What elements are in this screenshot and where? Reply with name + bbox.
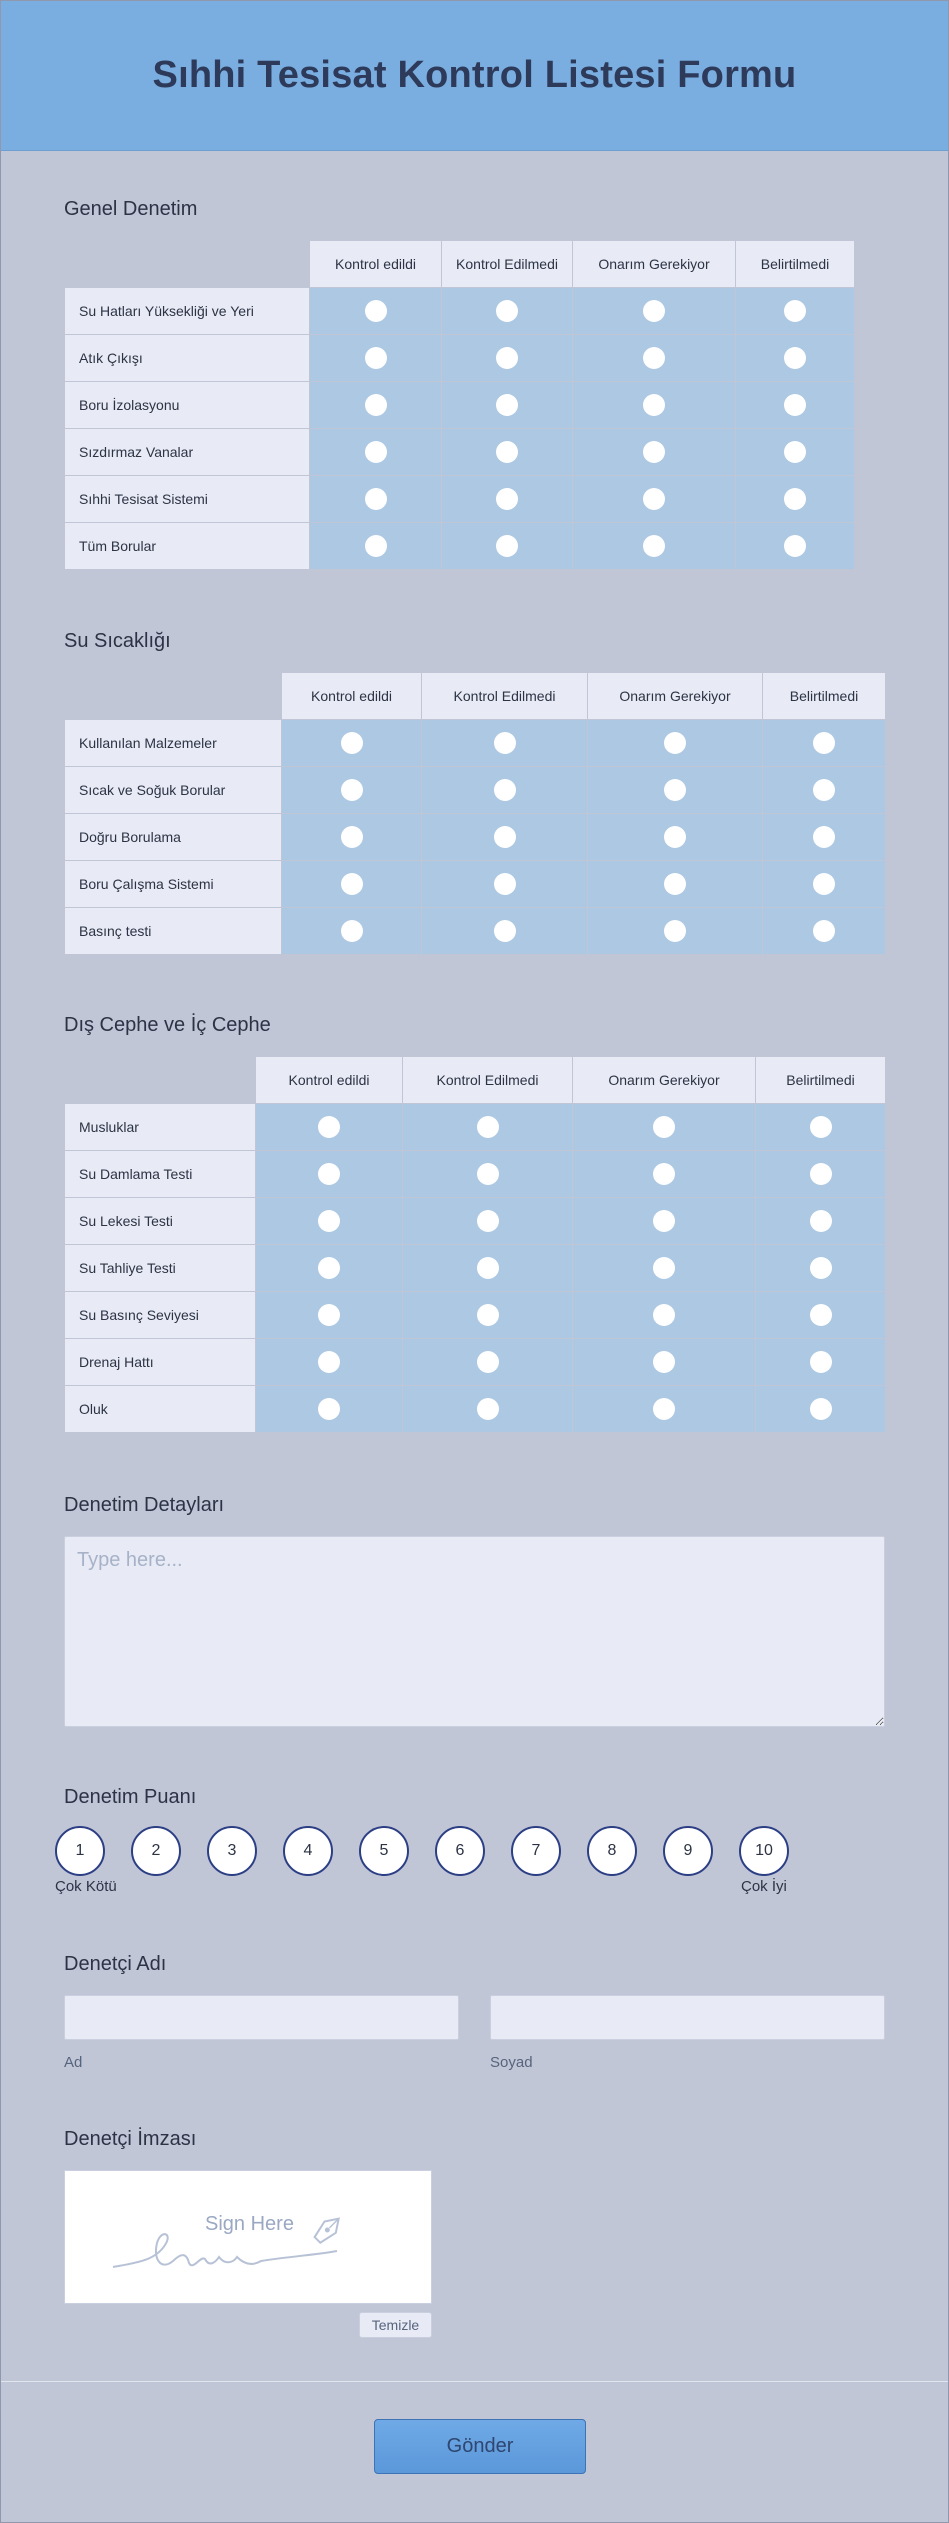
radio-cell [256,1339,403,1386]
radio-button[interactable] [810,1257,832,1279]
radio-cell [573,1386,756,1433]
column-header: Kontrol edildi [310,241,442,288]
row-label: Doğru Borulama [65,814,282,861]
radio-cell [756,1245,886,1292]
matrix-row [65,720,886,767]
radio-button[interactable] [318,1304,340,1326]
column-header: Onarım Gerekiyor [588,673,763,720]
row-label: Sızdırmaz Vanalar [65,429,310,476]
radio-cell [256,1292,403,1339]
radio-cell [256,1386,403,1433]
radio-button[interactable] [653,1116,675,1138]
row-label: Tüm Borular [65,523,310,570]
column-header: Onarım Gerekiyor [573,1057,756,1104]
last-name-label: Soyad [490,2054,533,2071]
matrix-row [65,908,886,955]
last-name-input[interactable] [490,1995,885,2040]
radio-cell [282,767,422,814]
radio-button[interactable] [653,1163,675,1185]
matrix-row [65,476,855,523]
matrix-row [65,382,855,429]
inspector-section [64,1953,885,1976]
radio-button[interactable] [784,441,806,463]
matrix-su-sicakligi [64,672,886,955]
matrix-corner [65,1057,256,1104]
radio-button[interactable] [813,732,835,754]
radio-button[interactable] [664,826,686,848]
column-header: Kontrol Edilmedi [442,241,573,288]
matrix-row [65,1198,886,1245]
radio-button[interactable] [810,1116,832,1138]
radio-cell [573,335,736,382]
radio-button[interactable] [784,535,806,557]
row-label: Su Basınç Seviyesi [65,1292,256,1339]
matrix-row [65,1104,886,1151]
radio-cell [403,1104,573,1151]
radio-cell [573,1151,756,1198]
radio-button[interactable] [477,1210,499,1232]
radio-cell [422,720,588,767]
radio-cell [422,908,588,955]
radio-cell [573,1198,756,1245]
radio-cell [282,861,422,908]
radio-button[interactable] [496,347,518,369]
rating-low-label: Çok Kötü [55,1878,117,1895]
matrix-genel-denetim [64,240,855,570]
radio-button[interactable] [643,535,665,557]
radio-cell [588,908,763,955]
matrix-row [65,1339,886,1386]
radio-cell [310,523,442,570]
row-label: Sıcak ve Soğuk Borular [65,767,282,814]
matrix-row [65,429,855,476]
radio-cell [736,429,855,476]
radio-button[interactable] [784,347,806,369]
radio-cell [573,382,736,429]
column-header: Belirtilmedi [763,673,886,720]
radio-button[interactable] [643,441,665,463]
radio-cell [588,767,763,814]
form-title: Sıhhi Tesisat Kontrol Listesi Formu [152,53,797,96]
radio-cell [256,1151,403,1198]
radio-button[interactable] [365,300,387,322]
radio-button[interactable] [477,1257,499,1279]
matrix-row [65,335,855,382]
rating-option[interactable]: 8 [587,1826,637,1876]
matrix-row [65,1245,886,1292]
section-su-sicakligi [64,630,885,653]
radio-cell [756,1104,886,1151]
matrix-row [65,1292,886,1339]
matrix-dis-cephe [64,1056,886,1433]
signature-section [64,2128,885,2151]
rating-option[interactable]: 2 [131,1826,181,1876]
row-label: Musluklar [65,1104,256,1151]
radio-cell [442,523,573,570]
radio-cell [756,1386,886,1433]
radio-button[interactable] [365,488,387,510]
matrix-row [65,1386,886,1433]
radio-button[interactable] [810,1304,832,1326]
pen-icon [312,2213,345,2246]
submit-button[interactable]: Gönder [374,2419,586,2474]
radio-button[interactable] [810,1210,832,1232]
radio-cell [573,288,736,335]
radio-button[interactable] [477,1398,499,1420]
rating-section [64,1786,885,1809]
section-title: Denetim Detayları [64,1494,225,1516]
radio-cell [756,1292,886,1339]
radio-cell [588,861,763,908]
row-label: Oluk [65,1386,256,1433]
radio-button[interactable] [653,1304,675,1326]
matrix-row [65,861,886,908]
radio-button[interactable] [318,1398,340,1420]
matrix-row [65,767,886,814]
signature-pad[interactable] [64,2170,432,2304]
matrix-row [65,288,855,335]
column-header: Kontrol edildi [256,1057,403,1104]
radio-button[interactable] [365,347,387,369]
radio-cell [310,288,442,335]
radio-cell [310,429,442,476]
first-name-input[interactable] [64,1995,459,2040]
radio-cell [736,382,855,429]
column-header: Onarım Gerekiyor [573,241,736,288]
row-label: Boru İzolasyonu [65,382,310,429]
rating-high-label: Çok İyi [741,1878,787,1895]
radio-cell [403,1198,573,1245]
radio-cell [442,429,573,476]
radio-button[interactable] [477,1351,499,1373]
radio-cell [403,1386,573,1433]
matrix-row [65,1151,886,1198]
radio-cell [756,1339,886,1386]
radio-button[interactable] [341,920,363,942]
radio-cell [763,861,886,908]
radio-button[interactable] [341,732,363,754]
section-title: Denetçi İmzası [64,2128,197,2150]
radio-cell [763,720,886,767]
radio-button[interactable] [477,1304,499,1326]
radio-button[interactable] [477,1116,499,1138]
row-label: Basınç testi [65,908,282,955]
radio-cell [422,767,588,814]
radio-cell [736,476,855,523]
radio-button[interactable] [494,826,516,848]
column-header: Kontrol edildi [282,673,422,720]
radio-cell [573,429,736,476]
radio-button[interactable] [643,347,665,369]
matrix-row [65,814,886,861]
radio-button[interactable] [653,1398,675,1420]
row-label: Boru Çalışma Sistemi [65,861,282,908]
radio-button[interactable] [318,1257,340,1279]
radio-button[interactable] [643,394,665,416]
radio-button[interactable] [365,394,387,416]
radio-cell [763,908,886,955]
details-textarea[interactable] [64,1536,885,1727]
radio-button[interactable] [810,1398,832,1420]
radio-cell [763,767,886,814]
radio-button[interactable] [810,1351,832,1373]
radio-button[interactable] [496,488,518,510]
rating-option[interactable]: 10 [739,1826,789,1876]
radio-button[interactable] [784,394,806,416]
row-label: Drenaj Hattı [65,1339,256,1386]
radio-button[interactable] [664,873,686,895]
radio-cell [736,288,855,335]
rating-option[interactable]: 4 [283,1826,333,1876]
radio-button[interactable] [813,826,835,848]
radio-button[interactable] [496,441,518,463]
section-title: Su Sıcaklığı [64,630,171,652]
radio-cell [573,1292,756,1339]
radio-button[interactable] [494,873,516,895]
radio-button[interactable] [664,779,686,801]
clear-signature-button[interactable]: Temizle [359,2312,432,2338]
radio-cell [442,382,573,429]
radio-button[interactable] [664,732,686,754]
row-label: Kullanılan Malzemeler [65,720,282,767]
radio-cell [588,720,763,767]
radio-cell [403,1151,573,1198]
form-header [0,0,949,151]
column-header: Belirtilmedi [756,1057,886,1104]
radio-button[interactable] [494,920,516,942]
radio-button[interactable] [318,1351,340,1373]
radio-button[interactable] [813,779,835,801]
radio-button[interactable] [494,732,516,754]
signature-placeholder: Sign Here [205,2213,294,2235]
column-header: Kontrol Edilmedi [403,1057,573,1104]
radio-button[interactable] [784,300,806,322]
radio-button[interactable] [365,441,387,463]
radio-button[interactable] [365,535,387,557]
radio-button[interactable] [664,920,686,942]
radio-button[interactable] [496,300,518,322]
radio-button[interactable] [653,1351,675,1373]
radio-button[interactable] [496,394,518,416]
radio-button[interactable] [813,920,835,942]
radio-button[interactable] [643,300,665,322]
radio-cell [422,814,588,861]
rating-option[interactable]: 5 [359,1826,409,1876]
rating-option[interactable]: 7 [511,1826,561,1876]
radio-cell [310,335,442,382]
radio-button[interactable] [643,488,665,510]
footer-divider [0,2381,949,2382]
row-label: Atık Çıkışı [65,335,310,382]
radio-cell [403,1292,573,1339]
radio-cell [573,1245,756,1292]
first-name-label: Ad [64,2054,83,2071]
radio-button[interactable] [477,1163,499,1185]
radio-cell [756,1198,886,1245]
radio-cell [442,476,573,523]
radio-cell [282,720,422,767]
radio-button[interactable] [813,873,835,895]
matrix-row [65,523,855,570]
row-label: Su Hatları Yüksekliği ve Yeri [65,288,310,335]
section-genel-denetim [64,198,885,221]
radio-cell [442,288,573,335]
details-section [64,1494,885,1517]
radio-cell [573,476,736,523]
radio-button[interactable] [653,1257,675,1279]
radio-cell [756,1151,886,1198]
radio-cell [736,523,855,570]
radio-cell [588,814,763,861]
row-label: Su Tahliye Testi [65,1245,256,1292]
radio-cell [310,476,442,523]
column-header: Belirtilmedi [736,241,855,288]
radio-cell [573,1339,756,1386]
radio-cell [763,814,886,861]
signature-scribble-icon [65,2171,433,2305]
rating-option[interactable]: 6 [435,1826,485,1876]
rating-option[interactable]: 9 [663,1826,713,1876]
radio-button[interactable] [318,1116,340,1138]
section-title: Genel Denetim [64,198,198,220]
row-label: Su Lekesi Testi [65,1198,256,1245]
column-header: Kontrol Edilmedi [422,673,588,720]
radio-cell [282,814,422,861]
radio-cell [573,523,736,570]
radio-button[interactable] [653,1210,675,1232]
radio-cell [256,1198,403,1245]
matrix-corner [65,673,282,720]
radio-cell [256,1245,403,1292]
radio-cell [256,1104,403,1151]
row-label: Sıhhi Tesisat Sistemi [65,476,310,523]
section-title: Denetim Puanı [64,1786,197,1808]
radio-button[interactable] [784,488,806,510]
radio-button[interactable] [810,1163,832,1185]
matrix-corner [65,241,310,288]
rating-option[interactable]: 1 [55,1826,105,1876]
radio-cell [422,861,588,908]
radio-cell [403,1245,573,1292]
radio-cell [310,382,442,429]
section-title: Denetçi Adı [64,1953,167,1975]
radio-button[interactable] [341,826,363,848]
radio-cell [403,1339,573,1386]
radio-cell [736,335,855,382]
rating-option[interactable]: 3 [207,1826,257,1876]
radio-button[interactable] [494,779,516,801]
radio-button[interactable] [318,1210,340,1232]
radio-cell [442,335,573,382]
section-dis-cephe [64,1014,885,1037]
radio-button[interactable] [318,1163,340,1185]
radio-button[interactable] [496,535,518,557]
radio-cell [282,908,422,955]
section-title: Dış Cephe ve İç Cephe [64,1014,271,1036]
row-label: Su Damlama Testi [65,1151,256,1198]
radio-button[interactable] [341,873,363,895]
radio-button[interactable] [341,779,363,801]
radio-cell [573,1104,756,1151]
